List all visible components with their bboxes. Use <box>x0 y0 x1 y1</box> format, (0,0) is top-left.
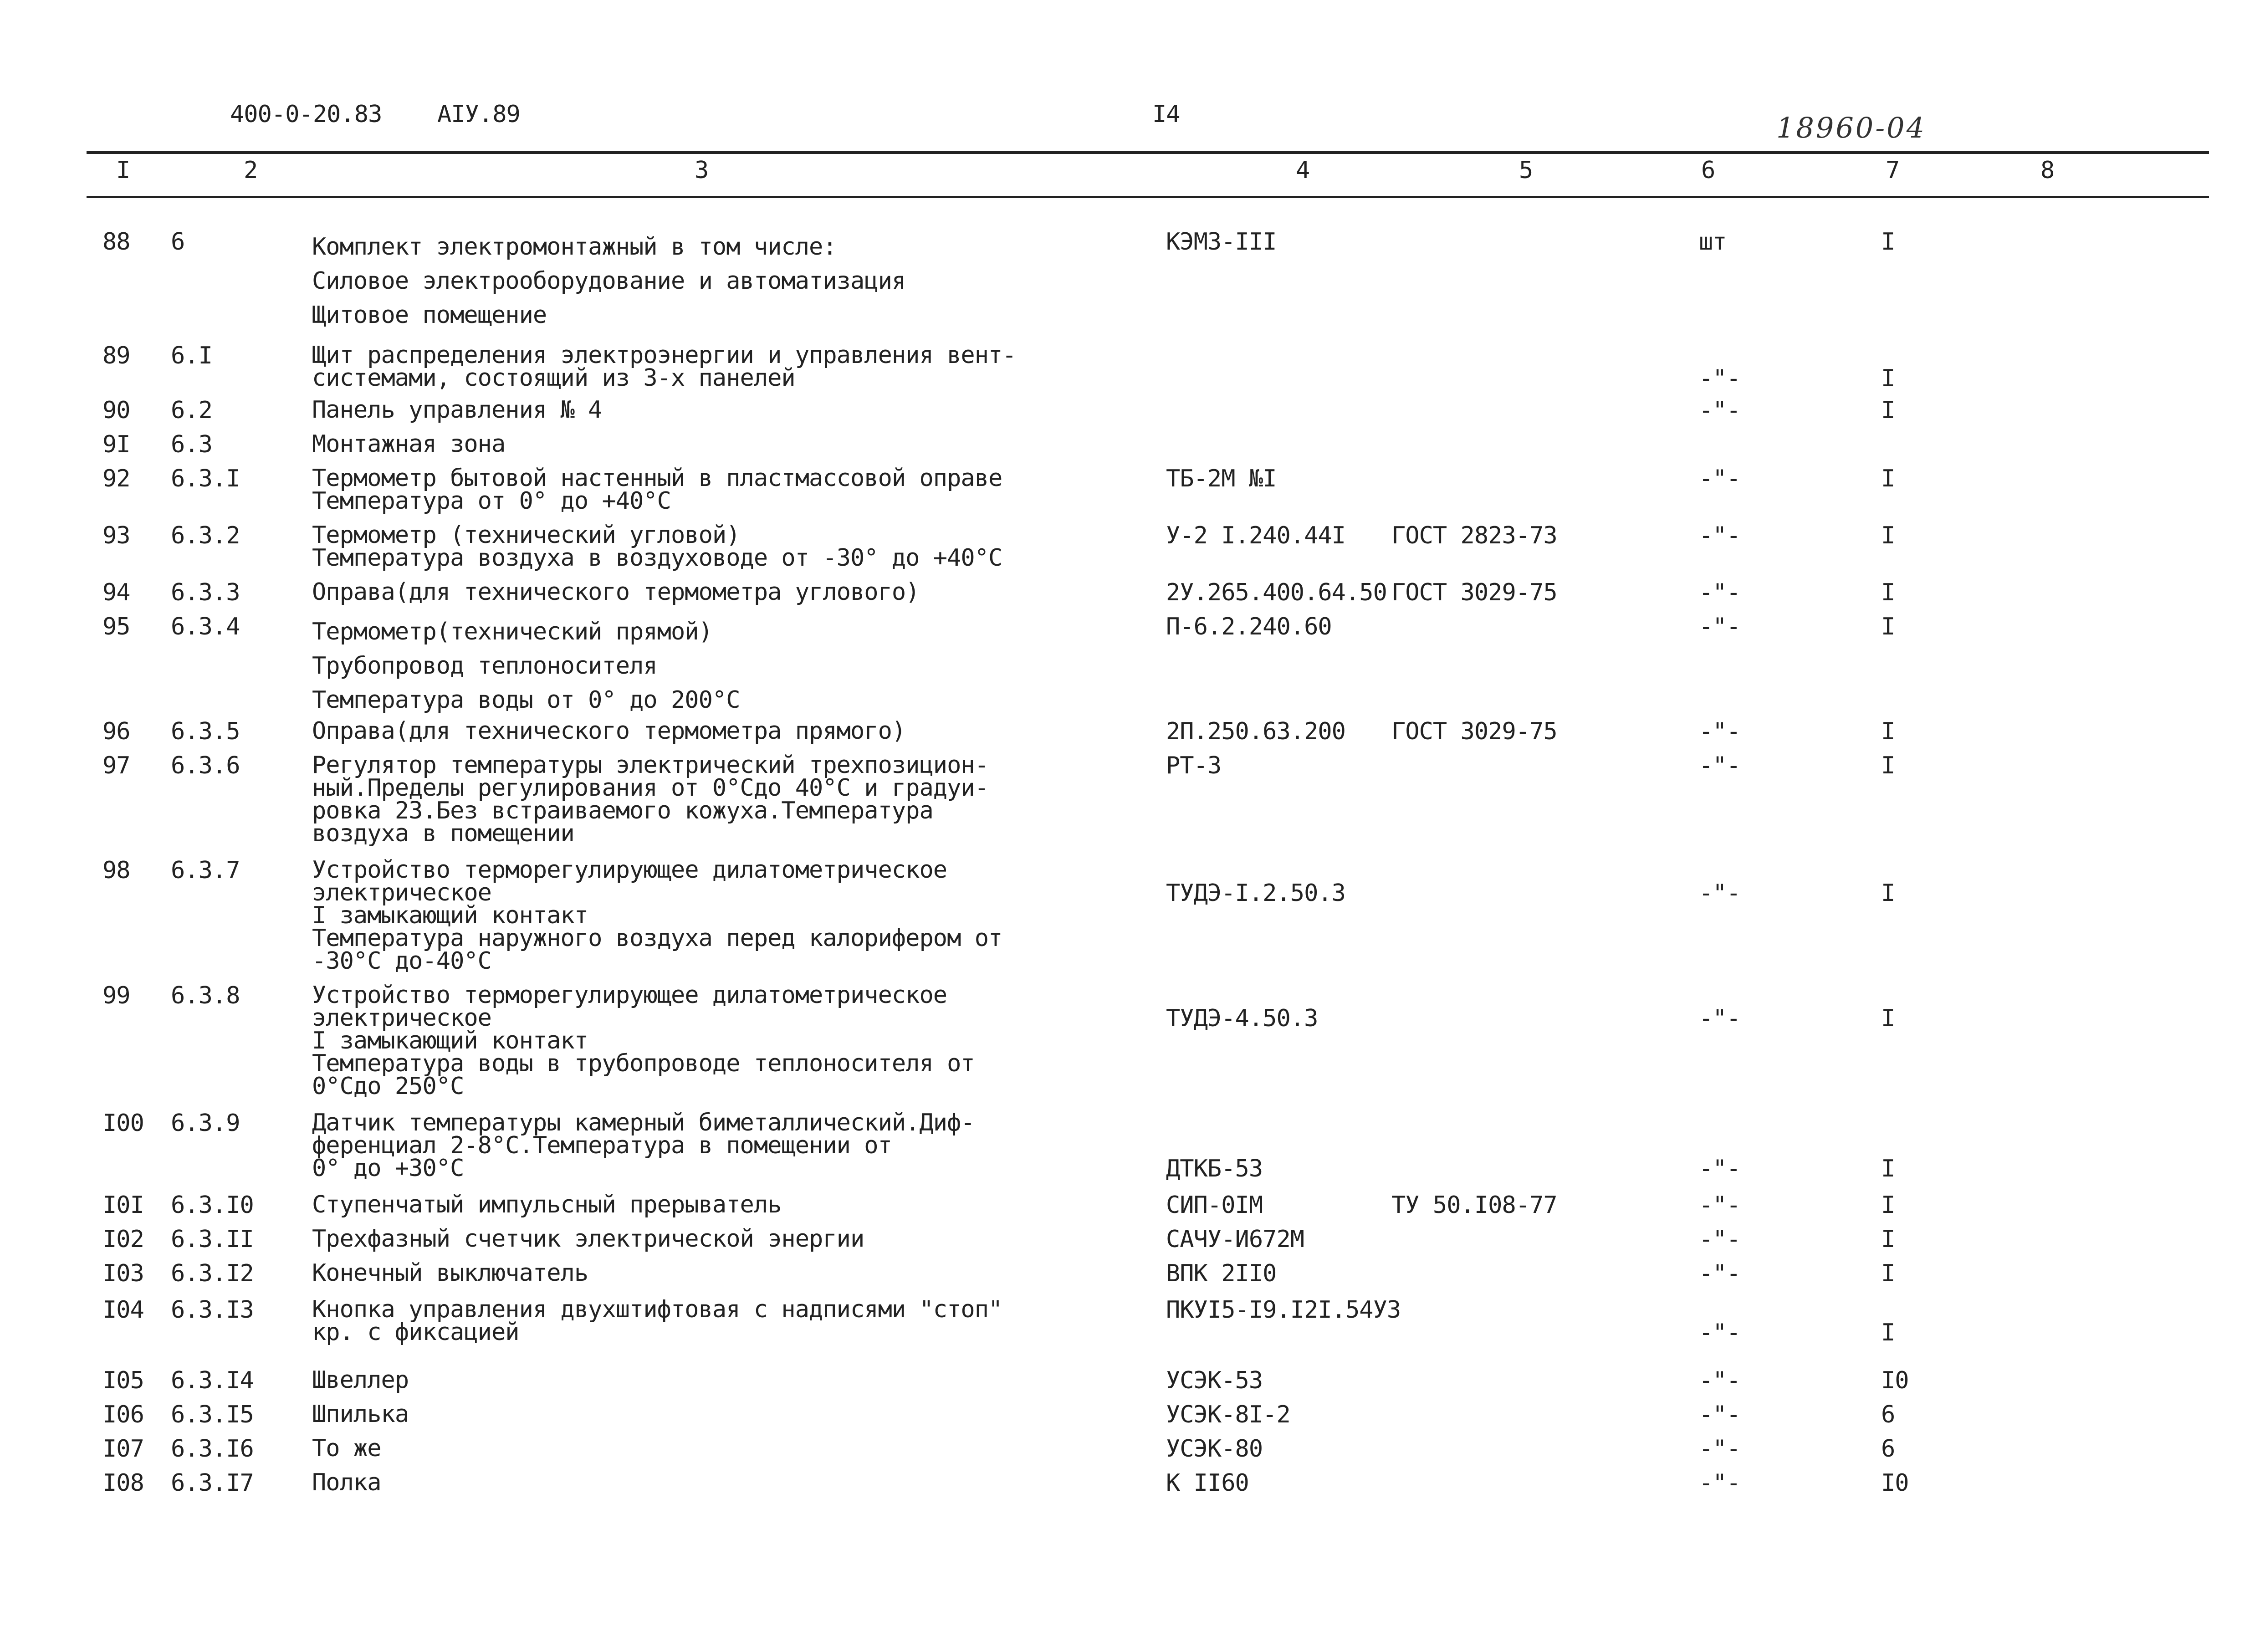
row-number: 94 <box>102 579 130 606</box>
column-number-3: 3 <box>695 157 709 184</box>
row-name: Ступенчатый импульсный прерыватель <box>312 1191 782 1218</box>
row-code: 2У.265.400.64.50 <box>1166 579 1387 606</box>
row-code: УСЭК-8I-2 <box>1166 1401 1290 1428</box>
row-unit: -"- <box>1699 1319 1740 1346</box>
row-code: СИП-0IМ <box>1166 1192 1263 1219</box>
row-standard: ГОСТ 2823-73 <box>1391 522 1557 549</box>
row-name: Шпилька <box>312 1401 409 1428</box>
row-standard: ГОСТ 3029-75 <box>1391 579 1557 606</box>
row-code: ТУДЭ-4.50.3 <box>1166 1005 1318 1032</box>
row-name: Комплект электромонтажный в том числе: Силовое электрооборудование и автоматизация Щитовое помещение <box>312 233 906 329</box>
row-item-number: 6.3.3 <box>171 579 240 606</box>
row-quantity: I <box>1881 1226 1895 1253</box>
row-number: 99 <box>102 982 130 1009</box>
row-code: ТБ-2М №I <box>1166 465 1277 492</box>
row-number: 88 <box>102 228 130 256</box>
header-top-rule <box>87 151 2209 154</box>
row-item-number: 6.3.I6 <box>171 1435 254 1463</box>
row-name: Регулятор температуры электрический трехпозицион- ный.Пределы регулирования от 0°Сдо 40°С и градуи- ровка 23.Без встраиваемого кожуха.Температура воздуха в помещении <box>312 752 989 847</box>
row-quantity: I0 <box>1881 1367 1909 1394</box>
row-code: К II60 <box>1166 1469 1249 1497</box>
column-number-6: 6 <box>1701 157 1716 184</box>
row-name: Термометр бытовой настенный в пластмассовой оправе Температура от 0° до +40°С <box>312 465 1002 515</box>
row-unit: -"- <box>1699 1260 1740 1287</box>
row-item-number: 6.3.7 <box>171 857 240 884</box>
row-unit: -"- <box>1699 465 1740 492</box>
row-item-number: 6.3.4 <box>171 613 240 640</box>
row-number: I03 <box>102 1260 144 1287</box>
row-item-number: 6 <box>171 228 185 256</box>
row-name: Оправа(для технического термометра прямого) <box>312 717 906 745</box>
row-name: Оправа(для технического термометра углового) <box>312 578 920 606</box>
row-unit: -"- <box>1699 1469 1740 1497</box>
row-quantity: I <box>1881 613 1895 640</box>
row-unit: -"- <box>1699 1367 1740 1394</box>
row-item-number: 6.3.I <box>171 465 240 492</box>
column-number-8: 8 <box>2040 157 2055 184</box>
row-item-number: 6.2 <box>171 397 212 424</box>
row-unit: шт <box>1699 228 1727 256</box>
row-code: У-2 I.240.44I <box>1166 522 1345 549</box>
row-number: 95 <box>102 613 130 640</box>
row-number: I06 <box>102 1401 144 1428</box>
row-code: 2П.250.63.200 <box>1166 718 1345 745</box>
column-number-5: 5 <box>1519 157 1534 184</box>
row-quantity: I <box>1881 1005 1895 1032</box>
row-unit: -"- <box>1699 752 1740 779</box>
row-unit: -"- <box>1699 397 1740 424</box>
row-item-number: 6.3.9 <box>171 1110 240 1137</box>
document-code: 400-0-20.83 <box>230 101 382 128</box>
row-quantity: I <box>1881 365 1895 392</box>
row-unit: -"- <box>1699 718 1740 745</box>
row-quantity: I <box>1881 465 1895 492</box>
row-number: I0I <box>102 1192 144 1219</box>
row-standard: ГОСТ 3029-75 <box>1391 718 1557 745</box>
row-code: П-6.2.240.60 <box>1166 613 1332 640</box>
row-number: I02 <box>102 1226 144 1253</box>
row-quantity: I <box>1881 522 1895 549</box>
row-unit: -"- <box>1699 1401 1740 1428</box>
header-bottom-rule <box>87 196 2209 198</box>
row-item-number: 6.3.6 <box>171 752 240 779</box>
row-item-number: 6.3.II <box>171 1226 254 1253</box>
row-name: Полка <box>312 1469 381 1496</box>
row-name: Щит распределения электроэнергии и управления вент- системами, состоящий из 3-х панелей <box>312 342 1016 392</box>
row-quantity: I <box>1881 397 1895 424</box>
column-number-1: I <box>116 157 131 184</box>
row-item-number: 6.3.I5 <box>171 1401 254 1428</box>
row-number: I00 <box>102 1110 144 1137</box>
row-name: Панель управления № 4 <box>312 396 602 424</box>
row-item-number: 6.3.5 <box>171 718 240 745</box>
row-quantity: 6 <box>1881 1435 1895 1463</box>
row-code: УСЭК-53 <box>1166 1367 1263 1394</box>
row-code: КЭМЗ-III <box>1166 228 1277 256</box>
row-name: Трехфазный счетчик электрической энергии <box>312 1225 864 1253</box>
row-unit: -"- <box>1699 522 1740 549</box>
row-item-number: 6.3.I3 <box>171 1296 254 1324</box>
row-unit: -"- <box>1699 1005 1740 1032</box>
row-number: I08 <box>102 1469 144 1497</box>
row-quantity: 6 <box>1881 1401 1895 1428</box>
row-number: 89 <box>102 342 130 369</box>
row-name: Швеллер <box>312 1366 409 1394</box>
row-code: ПКУI5-I9.I2I.54У3 <box>1166 1296 1401 1324</box>
row-quantity: I <box>1881 1192 1895 1219</box>
row-code: САЧУ-И672М <box>1166 1226 1304 1253</box>
album-code: АIУ.89 <box>437 101 520 128</box>
row-number: I07 <box>102 1435 144 1463</box>
page-number: I4 <box>1152 101 1180 128</box>
row-quantity: I <box>1881 1155 1895 1182</box>
row-unit: -"- <box>1699 1192 1740 1219</box>
row-item-number: 6.3.2 <box>171 522 240 549</box>
row-quantity: I <box>1881 228 1895 256</box>
row-number: I04 <box>102 1296 144 1324</box>
row-unit: -"- <box>1699 1155 1740 1182</box>
row-code: УСЭК-80 <box>1166 1435 1263 1463</box>
row-unit: -"- <box>1699 1226 1740 1253</box>
row-code: ТУДЭ-I.2.50.3 <box>1166 880 1345 907</box>
row-name: Термометр(технический прямой) Трубопровод теплоносителя Температура воды от 0° до 200°С <box>312 618 740 714</box>
row-quantity: I <box>1881 1260 1895 1287</box>
row-number: 92 <box>102 465 130 492</box>
row-quantity: I <box>1881 579 1895 606</box>
row-quantity: I0 <box>1881 1469 1909 1497</box>
row-item-number: 6.3.I4 <box>171 1367 254 1394</box>
row-number: I05 <box>102 1367 144 1394</box>
column-number-2: 2 <box>244 157 258 184</box>
row-name: Конечный выключатель <box>312 1259 588 1287</box>
row-name: Термометр (технический угловой) Температура воздуха в воздуховоде от -30° до +40°С <box>312 522 1002 572</box>
row-item-number: 6.I <box>171 342 212 369</box>
row-name: Монтажная зона <box>312 430 506 458</box>
row-item-number: 6.3.I0 <box>171 1192 254 1219</box>
row-name: Устройство терморегулирующее дилатометрическое электрическое I замыкающий контакт Температура наружного воздуха перед калорифером от -30°С до-40°С <box>312 856 1002 975</box>
row-unit: -"- <box>1699 365 1740 392</box>
row-name: Кнопка управления двухштифтовая с надписями "стоп" кр. с фиксацией <box>312 1296 1002 1346</box>
column-number-4: 4 <box>1296 157 1310 184</box>
row-unit: -"- <box>1699 579 1740 606</box>
row-standard: ТУ 50.I08-77 <box>1391 1192 1557 1219</box>
row-item-number: 6.3.8 <box>171 982 240 1009</box>
row-item-number: 6.3 <box>171 431 212 458</box>
row-name: Датчик температуры камерный биметаллический.Диф- ференциал 2-8°С.Температура в помещении от 0° до +30°С <box>312 1109 975 1182</box>
row-name: Устройство терморегулирующее дилатометрическое электрическое I замыкающий контакт Температура воды в трубопроводе теплоносителя от 0°Сдо 250°С <box>312 982 975 1100</box>
row-unit: -"- <box>1699 613 1740 640</box>
row-code: ДТКБ-53 <box>1166 1155 1263 1182</box>
column-number-7: 7 <box>1886 157 1900 184</box>
row-number: 90 <box>102 397 130 424</box>
row-number: 98 <box>102 857 130 884</box>
row-quantity: I <box>1881 752 1895 779</box>
row-code: ВПК 2II0 <box>1166 1260 1277 1287</box>
row-quantity: I <box>1881 1319 1895 1346</box>
row-unit: -"- <box>1699 880 1740 907</box>
row-quantity: I <box>1881 880 1895 907</box>
handwritten-reference: 18960-04 <box>1776 111 1927 144</box>
row-number: 9I <box>102 431 130 458</box>
row-unit: -"- <box>1699 1435 1740 1463</box>
row-code: РТ-3 <box>1166 752 1222 779</box>
row-name: То же <box>312 1435 381 1462</box>
row-number: 96 <box>102 718 130 745</box>
row-quantity: I <box>1881 718 1895 745</box>
row-number: 97 <box>102 752 130 779</box>
row-item-number: 6.3.I2 <box>171 1260 254 1287</box>
row-item-number: 6.3.I7 <box>171 1469 254 1497</box>
row-number: 93 <box>102 522 130 549</box>
